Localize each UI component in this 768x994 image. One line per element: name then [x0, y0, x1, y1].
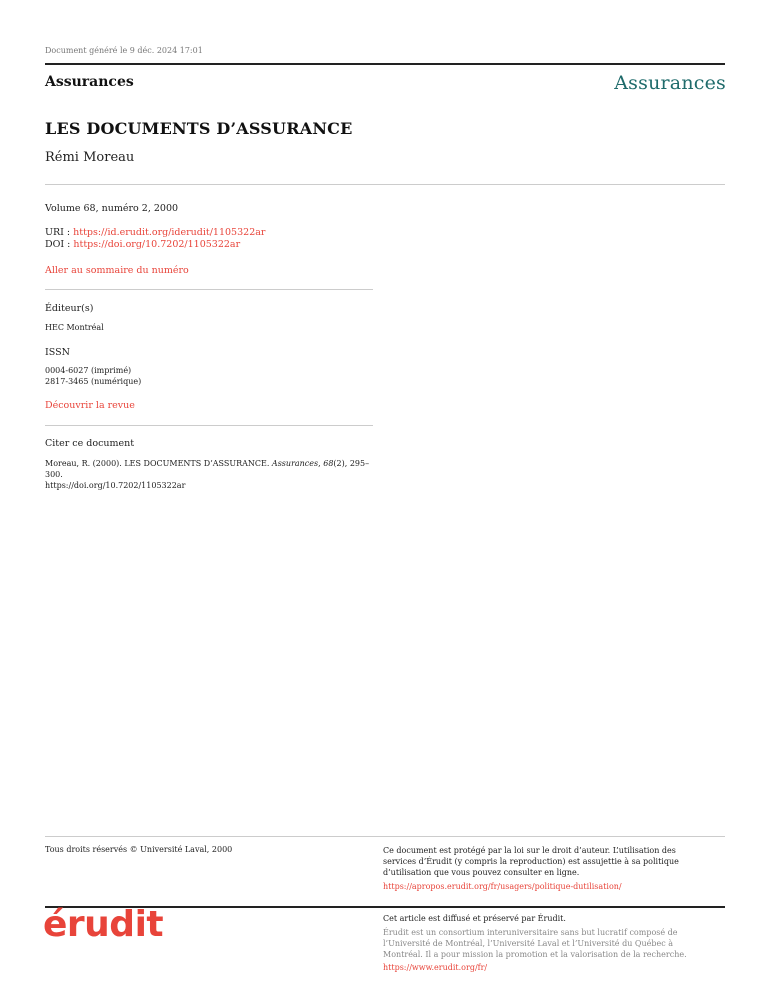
journal-name: Assurances — [45, 74, 134, 90]
diffuse-title: Cet article est diffusé et préservé par Érudit. — [383, 914, 566, 923]
article-title: LES DOCUMENTS D’ASSURANCE — [45, 119, 353, 138]
journal-logo: Assurances — [614, 72, 726, 94]
editeur-value: HEC Montréal — [45, 323, 104, 332]
revue-link[interactable]: Découvrir la revue — [45, 400, 135, 411]
identifiers — [45, 227, 265, 251]
generated-date: Document généré le 9 déc. 2024 17:01 — [45, 46, 203, 55]
erudit-notice — [383, 913, 703, 973]
citation — [45, 458, 385, 491]
citation-journal: Assurances — [271, 459, 319, 468]
legal-link[interactable]: https://apropos.erudit.org/fr/usagers/politique-dutilisation/ — [383, 882, 622, 891]
issn-values — [45, 365, 141, 387]
volume-info: Volume 68, numéro 2, 2000 — [45, 203, 179, 214]
article-author: Rémi Moreau — [45, 150, 135, 165]
uri-label: URI : — [45, 227, 74, 238]
citation-volume: 68 — [323, 459, 334, 468]
citation-sep: , — [318, 459, 324, 468]
doi-label: DOI : — [45, 239, 74, 250]
editeur-label: Éditeur(s) — [45, 303, 94, 314]
section-divider — [45, 289, 373, 290]
sommaire-link[interactable]: Aller au sommaire du numéro — [45, 265, 189, 276]
section-divider — [45, 425, 373, 426]
cite-label: Citer ce document — [45, 438, 135, 449]
footer-divider — [45, 836, 725, 837]
diffuse-text: Érudit est un consortium interuniversitaire sans but lucratif composé de l’Université de Montréal, l’Université Laval et l’Université du Québec à Montréal. Il a pour mission la promotion et la valorisation de la recherche. — [383, 928, 687, 959]
legal-notice — [383, 845, 703, 892]
issn-print: 0004-6027 (imprimé) — [45, 366, 132, 375]
erudit-logo: érudit — [43, 904, 164, 945]
header-divider — [45, 63, 725, 65]
rights-text: Tous droits réservés © Université Laval, 2000 — [45, 845, 233, 854]
issn-digital: 2817-3465 (numérique) — [45, 377, 142, 386]
doi-link[interactable]: https://doi.org/10.7202/1105322ar — [73, 239, 241, 250]
citation-prefix: Moreau, R. (2000). LES DOCUMENTS D’ASSURANCE. — [45, 459, 272, 468]
citation-rest: (2), 295–300. — [45, 459, 370, 479]
issn-label: ISSN — [45, 347, 70, 358]
citation-doi: https://doi.org/10.7202/1105322ar — [45, 481, 186, 490]
legal-text: Ce document est protégé par la loi sur le droit d’auteur. L’utilisation des services d’Érudit (y compris la reproduction) est assujettie à sa politique d’utilisation que vous pouvez consulter en ligne. — [383, 846, 679, 877]
uri-link[interactable]: https://id.erudit.org/iderudit/1105322ar — [73, 227, 266, 238]
erudit-link[interactable]: https://www.erudit.org/fr/ — [383, 963, 488, 972]
title-divider — [45, 184, 725, 185]
